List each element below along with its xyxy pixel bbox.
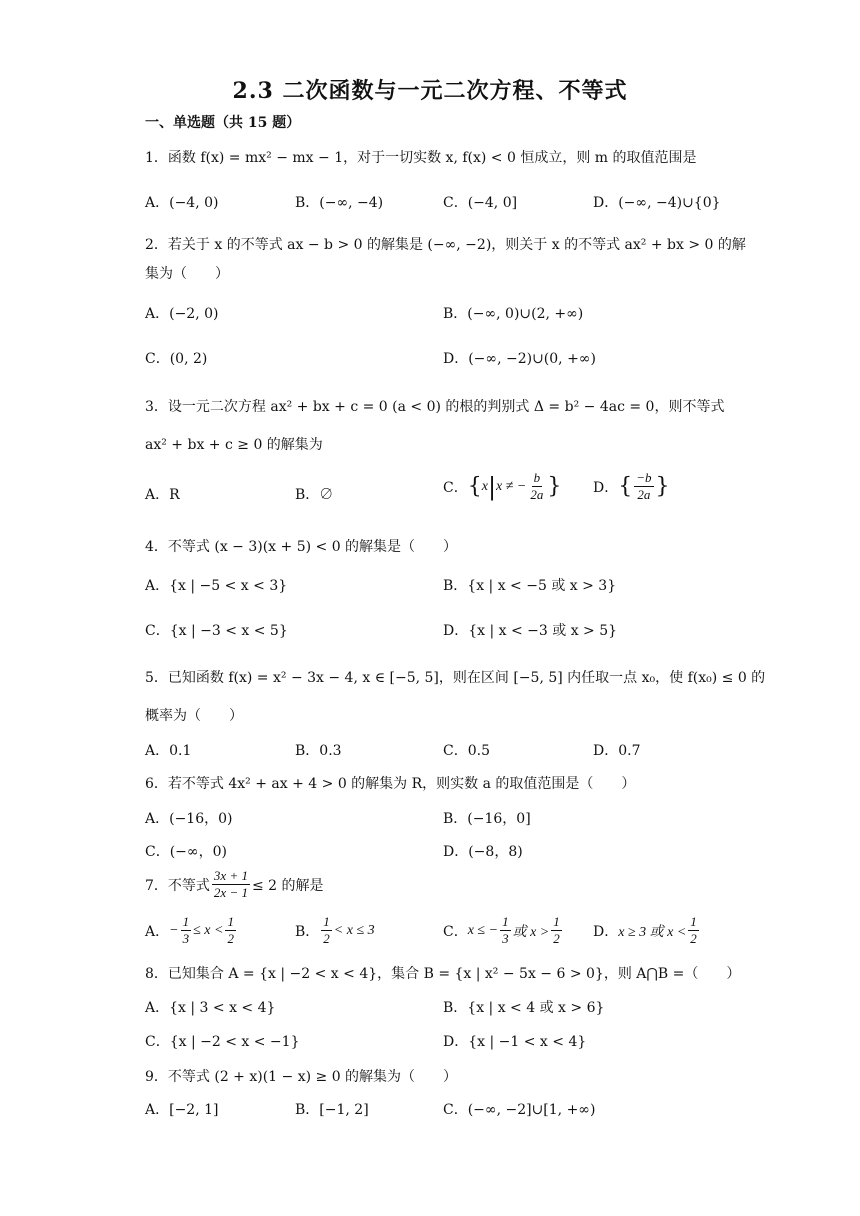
question-5-stem-cont: 概率为（ ） [145,708,243,724]
question-9-option-c: C．(−∞, −2]∪[1, +∞) [443,1102,596,1118]
fraction-denominator: 2a [637,487,651,502]
question-1-option-b: B．(−∞, −4) [295,195,384,211]
question-4-stem: 4．不等式 (x − 3)(x + 5) < 0 的解集是（ ） [145,539,458,555]
set-divider: | [487,472,497,501]
page-title: 2.3 二次函数与一元二次方程、不等式 [232,78,628,104]
question-2-option-b: B．(−∞, 0)∪(2, +∞) [443,306,584,322]
question-4-option-b: B．{x | x < −5 或 x > 3} [443,578,617,594]
question-8-option-c: C．{x | −2 < x < −1} [145,1034,300,1050]
fraction-denominator: 2 [553,931,560,946]
question-2-option-a: A．(−2, 0) [145,306,219,322]
fraction-denominator: 2a [530,487,544,502]
fraction-numerator: b [533,470,541,485]
fraction-denominator: 2 [690,931,697,946]
fraction-numerator: 3x + 1 [213,868,248,883]
question-2-stem: 2．若关于 x 的不等式 ax − b > 0 的解集是 (−∞, −2)，则关于 x 的不等式 ax² + bx > 0 的解 [145,237,746,253]
inequality-rest: < x ≤ 3 [333,922,375,938]
question-1-stem: 1．函数 f(x) = mx² − mx − 1，对于一切实数 x, f(x) < 0 恒成立，则 m 的取值范围是 [145,150,697,166]
question-3-option-c [443,470,561,503]
question-6-stem: 6．若不等式 4x² + ax + 4 > 0 的解集为 R，则实数 a 的取值范围是（ ） [145,776,636,792]
question-7-option-d [593,914,701,947]
fraction-numerator: 1 [502,914,509,929]
question-9-option-a: A．[−2, 1] [145,1102,219,1118]
fraction [181,914,192,947]
question-1-option-c: C．(−4, 0] [443,195,518,211]
question-5-option-d: D．0.7 [593,743,641,759]
fraction [688,914,699,947]
fraction-numerator: −b [636,470,652,485]
question-3-stem-cont: ax² + bx + c ≥ 0 的解集为 [145,437,323,453]
section-heading: 一、单选题（共 15 题） [145,115,301,131]
fraction-denominator: 2x − 1 [213,885,248,900]
inequality-start: x ≥ 3 或 x < [618,924,687,940]
fraction-denominator: 2 [323,931,330,946]
question-9-option-b: B．[−1, 2] [295,1102,369,1118]
fraction-denominator: 3 [502,931,509,946]
fraction [225,914,236,947]
inequality-middle: 或 x > [512,924,550,940]
fraction [528,470,545,503]
option-letter: C． [443,479,468,496]
fraction [212,868,250,901]
set-condition: x ≠ − [496,478,527,494]
fraction-numerator: 1 [227,914,234,929]
question-4-option-c: C．{x | −3 < x < 5} [145,623,288,639]
fraction [500,914,511,947]
option-letter: C． [443,923,468,940]
question-6-option-c: C．(−∞，0) [145,844,227,860]
set-variable: x [481,478,488,494]
minus-sign: − [169,922,179,938]
question-5-stem: 5．已知函数 f(x) = x² − 3x − 4, x ∈ [−5, 5]，则在区间 [−5, 5] 内任取一点 x₀，使 f(x₀) ≤ 0 的 [145,670,766,686]
right-brace: } [655,474,670,499]
question-2-option-c: C．(0, 2) [145,351,208,367]
question-3-option-d [593,470,670,503]
question-3-option-a: A．R [145,487,180,503]
fraction [551,914,562,947]
question-4-option-d: D．{x | x < −3 或 x > 5} [443,623,618,639]
left-brace: { [618,474,633,499]
option-letter: D． [593,923,619,940]
fraction-numerator: 1 [182,914,190,929]
fraction-numerator: 1 [553,914,560,929]
question-2-stem-cont: 集为（ ） [145,266,229,282]
question-5-option-a: A．0.1 [145,743,192,759]
fraction-denominator: 2 [227,931,234,946]
question-6-option-a: A．(−16，0) [145,811,233,827]
fraction-numerator: 1 [323,914,330,929]
stem-suffix: ≤ 2 的解是 [251,877,324,894]
question-5-option-c: C．0.5 [443,743,490,759]
right-brace: } [547,474,562,499]
inequality-start: x ≤ − [467,922,499,938]
stem-prefix: 7．不等式 [145,877,210,894]
fraction [634,470,653,503]
question-8-stem: 8．已知集合 A = {x | −2 < x < 4}，集合 B = {x | x² − 5x − 6 > 0}，则 A⋂B =（ ） [145,966,741,982]
fraction-numerator: 1 [690,914,697,929]
question-8-option-b: B．{x | x < 4 或 x > 6} [443,1000,605,1016]
question-4-option-a: A．{x | −5 < x < 3} [145,578,288,594]
option-letter: D． [593,479,619,496]
question-7-option-a [145,914,238,947]
fraction-denominator: 3 [182,931,190,946]
question-8-option-a: A．{x | 3 < x < 4} [145,1000,276,1016]
inequality-middle: ≤ x < [193,922,224,938]
question-6-option-b: B．(−16，0] [443,811,531,827]
question-2-option-d: D．(−∞, −2)∪(0, +∞) [443,351,596,367]
option-letter: A． [145,923,170,940]
question-9-stem: 9．不等式 (2 + x)(1 − x) ≥ 0 的解集为（ ） [145,1069,458,1085]
question-6-option-d: D．(−8，8) [443,844,523,860]
question-3-option-b: B．∅ [295,487,334,503]
question-7-option-b [295,914,375,947]
question-8-option-d: D．{x | −1 < x < 4} [443,1034,587,1050]
question-7-stem [145,868,324,901]
question-1-option-d: D．(−∞, −4)∪{0} [593,195,721,211]
question-3-stem: 3．设一元二次方程 ax² + bx + c = 0 (a < 0) 的根的判别式 Δ = b² − 4ac = 0，则不等式 [145,399,725,415]
question-5-option-b: B．0.3 [295,743,342,759]
question-1-option-a: A．(−4, 0) [145,195,219,211]
left-brace: { [467,474,482,499]
fraction [321,914,332,947]
option-letter: B． [295,923,320,940]
question-7-option-c [443,914,564,947]
